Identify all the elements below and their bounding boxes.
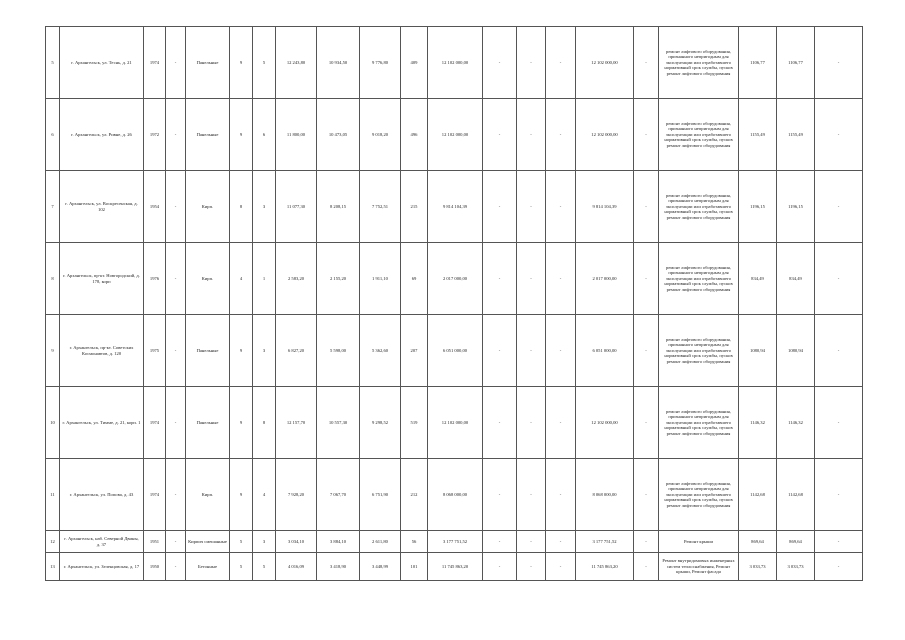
work-type: ремонт лифтового оборудования, признанного непригодным для эксплуатации или отработавшего нормативный срок службы, пусков ремонт лифтового оборудования: [659, 99, 739, 171]
entrances: 3: [253, 171, 276, 243]
capital-repair-table: [45, 26, 863, 581]
total-area: 7 928,20: [276, 459, 317, 531]
unit-cost: 1142,68: [739, 459, 777, 531]
completion: -: [815, 27, 863, 99]
work-type: ремонт лифтового оборудования, признанного непригодным для эксплуатации или отработавшего нормативный срок службы, пусков ремонт лифтового оборудования: [659, 315, 739, 387]
table-body: [46, 27, 863, 581]
total-area: 11 800,00: [276, 99, 317, 171]
unit-cost: 1155,49: [739, 99, 777, 171]
unit-cost: 1196,15: [739, 171, 777, 243]
cost-federal: -: [483, 243, 517, 315]
total-area: 2 583,20: [276, 243, 317, 315]
residents: 215: [401, 171, 428, 243]
cost-regional: -: [517, 27, 546, 99]
address: г. Архангельск, ул. Воскресенская, д. 102: [60, 171, 144, 243]
cost-federal: -: [483, 27, 517, 99]
completion: -: [815, 171, 863, 243]
table-row: [46, 243, 863, 315]
unit-cost: 1146,32: [739, 387, 777, 459]
limit-cost: 1106,77: [777, 27, 815, 99]
table-row: [46, 553, 863, 581]
reconstruction-year: -: [166, 243, 186, 315]
total-area: 11 077,30: [276, 171, 317, 243]
cost-owners: 8 068 000,00: [576, 459, 634, 531]
wall-material: Кирпич смешанные: [186, 531, 230, 553]
premises-area: 3 418,90: [317, 553, 360, 581]
work-type: ремонт лифтового оборудования, признанного непригодным для эксплуатации или отработавшего нормативный срок службы, пусков ремонт лифтового оборудования: [659, 27, 739, 99]
cost-regional: -: [517, 99, 546, 171]
cost-regional: -: [517, 315, 546, 387]
entrances: 3: [253, 531, 276, 553]
address: г. Архангельск, ул. Попова, д. 43: [60, 459, 144, 531]
wall-material: Бетонные: [186, 553, 230, 581]
unit-cost: 869,64: [739, 531, 777, 553]
cost-regional: -: [517, 243, 546, 315]
cost-owners: 3 177 751,52: [576, 531, 634, 553]
total-area: 12 243,80: [276, 27, 317, 99]
floors: 5: [230, 531, 253, 553]
total-cost: 2 017 000,00: [428, 243, 483, 315]
address: г. Архангельск, наб. Северной Двины, д. 37: [60, 531, 144, 553]
residents: 207: [401, 315, 428, 387]
cost-regional: -: [517, 171, 546, 243]
cost-other: -: [634, 99, 659, 171]
row-number: 9: [46, 315, 60, 387]
cost-owners: 12 102 000,00: [576, 387, 634, 459]
premises-area: 7 067,70: [317, 459, 360, 531]
premises-area: 10 934,50: [317, 27, 360, 99]
cost-federal: -: [483, 171, 517, 243]
floors: 9: [230, 459, 253, 531]
table-row: [46, 99, 863, 171]
unit-cost: 1106,77: [739, 27, 777, 99]
wall-material: Кирп.: [186, 243, 230, 315]
residential-area: 9 018,20: [360, 99, 401, 171]
unit-cost: 1080,94: [739, 315, 777, 387]
table-row: [46, 387, 863, 459]
residential-area: 9 298,52: [360, 387, 401, 459]
floors: 9: [230, 387, 253, 459]
floors: 9: [230, 27, 253, 99]
build-year: 1976: [144, 243, 166, 315]
floors: 8: [230, 171, 253, 243]
work-type: ремонт лифтового оборудования, признанного непригодным для эксплуатации или отработавшего нормативный срок службы, пусков ремонт лифтового оборудования: [659, 171, 739, 243]
cost-federal: -: [483, 315, 517, 387]
completion: -: [815, 387, 863, 459]
build-year: 1974: [144, 27, 166, 99]
entrances: 6: [253, 99, 276, 171]
build-year: 1972: [144, 99, 166, 171]
cost-federal: -: [483, 553, 517, 581]
limit-cost: 1142,68: [777, 459, 815, 531]
cost-other: -: [634, 171, 659, 243]
residents: 409: [401, 27, 428, 99]
premises-area: 5 598,00: [317, 315, 360, 387]
table-row: [46, 27, 863, 99]
wall-material: Панельные: [186, 387, 230, 459]
entrances: 5: [253, 27, 276, 99]
completion: -: [815, 553, 863, 581]
cost-owners: 6 051 000,00: [576, 315, 634, 387]
cost-federal: -: [483, 387, 517, 459]
total-cost: 8 068 000,00: [428, 459, 483, 531]
row-number: 10: [46, 387, 60, 459]
address: г. Архангельск, пр-кт. Советских Космонавтов, д. 120: [60, 315, 144, 387]
address: г. Архангельск, ул. Тимме, д. 21, корп. 1: [60, 387, 144, 459]
floors: 9: [230, 99, 253, 171]
row-number: 13: [46, 553, 60, 581]
completion: -: [815, 459, 863, 531]
row-number: 7: [46, 171, 60, 243]
table-row: [46, 459, 863, 531]
premises-area: 10 473,05: [317, 99, 360, 171]
premises-area: 8 208,15: [317, 171, 360, 243]
total-cost: 9 814 104,39: [428, 171, 483, 243]
cost-federal: -: [483, 99, 517, 171]
completion: -: [815, 531, 863, 553]
cost-regional: -: [517, 387, 546, 459]
reconstruction-year: -: [166, 531, 186, 553]
cost-other: -: [634, 459, 659, 531]
total-area: 6 827,20: [276, 315, 317, 387]
floors: 5: [230, 553, 253, 581]
cost-regional: -: [517, 553, 546, 581]
reconstruction-year: -: [166, 99, 186, 171]
cost-local: -: [546, 315, 576, 387]
cost-federal: -: [483, 531, 517, 553]
cost-other: -: [634, 531, 659, 553]
wall-material: Панельные: [186, 315, 230, 387]
residential-area: 9 776,80: [360, 27, 401, 99]
reconstruction-year: -: [166, 171, 186, 243]
cost-local: -: [546, 553, 576, 581]
floors: 4: [230, 243, 253, 315]
entrances: 4: [253, 459, 276, 531]
row-number: 6: [46, 99, 60, 171]
wall-material: Кирп.: [186, 171, 230, 243]
table-row: [46, 315, 863, 387]
row-number: 5: [46, 27, 60, 99]
total-cost: 3 177 751,52: [428, 531, 483, 553]
address: г. Архангельск, ул. Теснь, д. 21: [60, 27, 144, 99]
residents: 56: [401, 531, 428, 553]
reconstruction-year: -: [166, 459, 186, 531]
entrances: 3: [253, 315, 276, 387]
limit-cost: 869,64: [777, 531, 815, 553]
total-area: 4 016,09: [276, 553, 317, 581]
entrances: 1: [253, 243, 276, 315]
completion: -: [815, 99, 863, 171]
cost-federal: -: [483, 459, 517, 531]
reconstruction-year: -: [166, 315, 186, 387]
work-type: ремонт лифтового оборудования, признанного непригодным для эксплуатации или отработавшего нормативный срок службы, пусков ремонт лифтового оборудования: [659, 387, 739, 459]
build-year: 1974: [144, 459, 166, 531]
wall-material: Кирп.: [186, 459, 230, 531]
cost-owners: 9 814 104,39: [576, 171, 634, 243]
premises-area: 3 884,10: [317, 531, 360, 553]
row-number: 11: [46, 459, 60, 531]
cost-owners: 12 102 000,00: [576, 99, 634, 171]
cost-other: -: [634, 315, 659, 387]
reconstruction-year: -: [166, 387, 186, 459]
residential-area: 3 448,99: [360, 553, 401, 581]
row-number: 8: [46, 243, 60, 315]
residential-area: 7 752,51: [360, 171, 401, 243]
residential-area: 5 362,60: [360, 315, 401, 387]
cost-other: -: [634, 387, 659, 459]
completion: -: [815, 315, 863, 387]
entrances: 5: [253, 553, 276, 581]
build-year: 1974: [144, 387, 166, 459]
limit-cost: 1146,32: [777, 387, 815, 459]
total-area: 3 034,10: [276, 531, 317, 553]
cost-local: -: [546, 531, 576, 553]
limit-cost: 3 033,73: [777, 553, 815, 581]
residential-area: 2 611,80: [360, 531, 401, 553]
cost-other: -: [634, 243, 659, 315]
unit-cost: 3 033,73: [739, 553, 777, 581]
total-cost: 12 102 000,00: [428, 27, 483, 99]
completion: -: [815, 243, 863, 315]
residents: 212: [401, 459, 428, 531]
build-year: 1951: [144, 531, 166, 553]
unit-cost: 834,49: [739, 243, 777, 315]
build-year: 1975: [144, 315, 166, 387]
cost-other: -: [634, 27, 659, 99]
premises-area: 10 557,30: [317, 387, 360, 459]
reconstruction-year: -: [166, 553, 186, 581]
build-year: 1950: [144, 553, 166, 581]
entrances: 8: [253, 387, 276, 459]
build-year: 1954: [144, 171, 166, 243]
cost-owners: 2 017 000,00: [576, 243, 634, 315]
residents: 69: [401, 243, 428, 315]
cost-local: -: [546, 243, 576, 315]
table-row: [46, 531, 863, 553]
address: г. Архангельск, ул. Ривне, д. 26: [60, 99, 144, 171]
total-cost: 12 102 000,00: [428, 387, 483, 459]
work-type: Ремонт крыши: [659, 531, 739, 553]
residents: 519: [401, 387, 428, 459]
cost-owners: 12 102 000,00: [576, 27, 634, 99]
total-cost: 12 102 000,00: [428, 99, 483, 171]
cost-regional: -: [517, 531, 546, 553]
total-area: 12 157,70: [276, 387, 317, 459]
residential-area: 6 751,90: [360, 459, 401, 531]
work-type: Ремонт внутридомовых инженерных систем теплоснабжения, Ремонт крыши, Ремонт фасада: [659, 553, 739, 581]
limit-cost: 1196,15: [777, 171, 815, 243]
wall-material: Панельные: [186, 99, 230, 171]
wall-material: Панельные: [186, 27, 230, 99]
cost-regional: -: [517, 459, 546, 531]
residents: 101: [401, 553, 428, 581]
cost-local: -: [546, 387, 576, 459]
limit-cost: 1080,94: [777, 315, 815, 387]
work-type: ремонт лифтового оборудования, признанного непригодным для эксплуатации или отработавшего нормативный срок службы, пусков ремонт лифтового оборудования: [659, 459, 739, 531]
residential-area: 1 911,10: [360, 243, 401, 315]
work-type: ремонт лифтового оборудования, признанного непригодным для эксплуатации или отработавшего нормативный срок службы, пусков ремонт лифтового оборудования: [659, 243, 739, 315]
table-row: [46, 171, 863, 243]
cost-local: -: [546, 99, 576, 171]
row-number: 12: [46, 531, 60, 553]
residents: 496: [401, 99, 428, 171]
address: г. Архангельск, пр-кт. Новгородский, д. 178, корп: [60, 243, 144, 315]
floors: 9: [230, 315, 253, 387]
limit-cost: 1155,49: [777, 99, 815, 171]
address: г. Архангельск, ул. Зеленцовская, д. 17: [60, 553, 144, 581]
cost-other: -: [634, 553, 659, 581]
cost-local: -: [546, 459, 576, 531]
reconstruction-year: -: [166, 27, 186, 99]
cost-owners: 11 745 863,20: [576, 553, 634, 581]
limit-cost: 834,49: [777, 243, 815, 315]
cost-local: -: [546, 171, 576, 243]
total-cost: 6 051 000,00: [428, 315, 483, 387]
premises-area: 2 155,20: [317, 243, 360, 315]
cost-local: -: [546, 27, 576, 99]
total-cost: 11 745 863,20: [428, 553, 483, 581]
